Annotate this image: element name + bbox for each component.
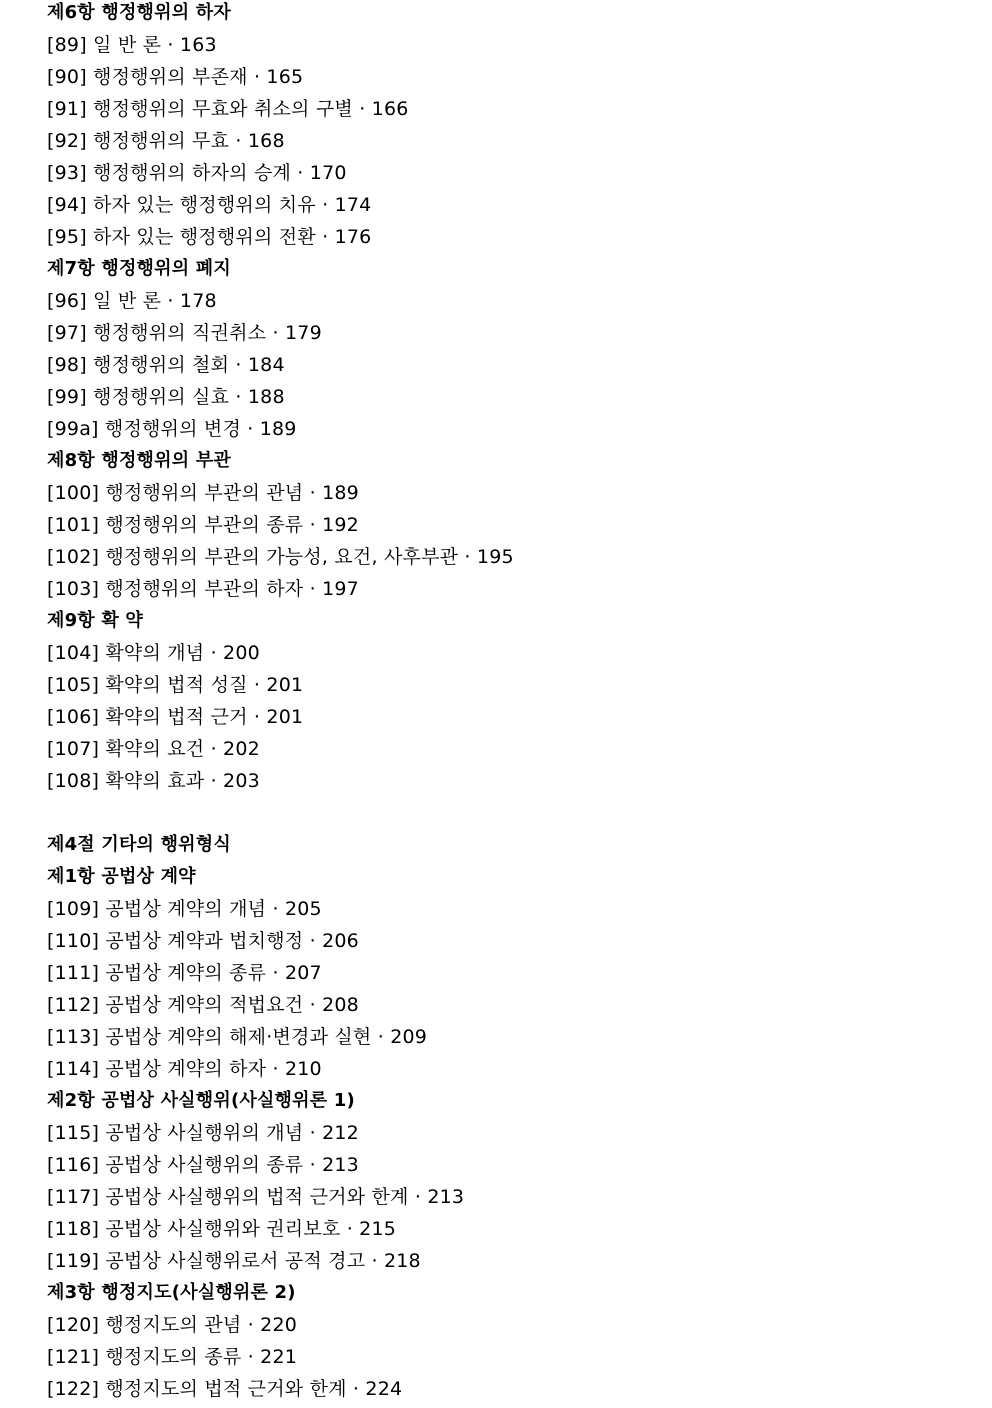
toc-heading: 제2항 공법상 사실행위(사실행위론 1) <box>47 1090 355 1111</box>
toc-entry: [121] 행정지도의 종류 · 221 <box>47 1346 298 1368</box>
toc-entry: [117] 공법상 사실행위의 법적 근거와 한계 · 213 <box>47 1186 465 1208</box>
toc-entry: [112] 공법상 계약의 적법요건 · 208 <box>47 994 359 1016</box>
toc-entry: [92] 행정행위의 무효 · 168 <box>47 130 285 152</box>
toc-entry: [99] 행정행위의 실효 · 188 <box>47 386 285 408</box>
toc-entry: [97] 행정행위의 직권취소 · 179 <box>47 322 322 344</box>
toc-entry: [115] 공법상 사실행위의 개념 · 212 <box>47 1122 359 1144</box>
toc-entry: [102] 행정행위의 부관의 가능성, 요건, 사후부관 · 195 <box>47 546 514 568</box>
toc-entry: [99a] 행정행위의 변경 · 189 <box>47 418 297 440</box>
toc-heading: 제4절 기타의 행위형식 <box>47 834 231 855</box>
toc-heading: 제7항 행정행위의 폐지 <box>47 258 231 279</box>
toc-entry: [95] 하자 있는 행정행위의 전환 · 176 <box>47 226 372 248</box>
toc-entry: [106] 확약의 법적 근거 · 201 <box>47 706 304 728</box>
toc-entry: [119] 공법상 사실행위로서 공적 경고 · 218 <box>47 1250 421 1272</box>
toc-entry: [120] 행정지도의 관념 · 220 <box>47 1314 298 1336</box>
toc-entry: [89] 일 반 론 · 163 <box>47 34 217 56</box>
toc-entry: [100] 행정행위의 부관의 관념 · 189 <box>47 482 359 504</box>
toc-entry: [122] 행정지도의 법적 근거와 한계 · 224 <box>47 1378 403 1400</box>
toc-entry: [105] 확약의 법적 성질 · 201 <box>47 674 304 696</box>
toc-entry: [107] 확약의 요건 · 202 <box>47 738 260 760</box>
toc-entry: [96] 일 반 론 · 178 <box>47 290 217 312</box>
toc-block-2 <box>47 832 977 1408</box>
toc-entry: [90] 행정행위의 부존재 · 165 <box>47 66 304 88</box>
toc-entry: [118] 공법상 사실행위와 권리보호 · 215 <box>47 1218 397 1240</box>
toc-entry: [109] 공법상 계약의 개념 · 205 <box>47 898 322 920</box>
toc-entry: [104] 확약의 개념 · 200 <box>47 642 260 664</box>
toc-entry: [101] 행정행위의 부관의 종류 · 192 <box>47 514 359 536</box>
toc-entry: [98] 행정행위의 철회 · 184 <box>47 354 285 376</box>
toc-entry: [103] 행정행위의 부관의 하자 · 197 <box>47 578 359 600</box>
toc-entry: [113] 공법상 계약의 해제·변경과 실현 · 209 <box>47 1026 428 1048</box>
toc-entry: [91] 행정행위의 무효와 취소의 구별 · 166 <box>47 98 409 120</box>
toc-heading: 제3항 행정지도(사실행위론 2) <box>47 1282 296 1303</box>
toc-heading: 제8항 행정행위의 부관 <box>47 450 231 471</box>
toc-entry: [116] 공법상 사실행위의 종류 · 213 <box>47 1154 359 1176</box>
toc-heading: 제1항 공법상 계약 <box>47 866 196 887</box>
toc-entry: [110] 공법상 계약과 법치행정 · 206 <box>47 930 359 952</box>
toc-entry: [114] 공법상 계약의 하자 · 210 <box>47 1058 322 1080</box>
section-spacer <box>47 800 977 832</box>
table-of-contents <box>47 0 977 1408</box>
toc-block-1 <box>47 0 977 800</box>
toc-entry: [111] 공법상 계약의 종류 · 207 <box>47 962 322 984</box>
toc-entry: [94] 하자 있는 행정행위의 치유 · 174 <box>47 194 372 216</box>
toc-heading: 제6항 행정행위의 하자 <box>47 2 231 23</box>
toc-entry: [93] 행정행위의 하자의 승계 · 170 <box>47 162 347 184</box>
toc-heading: 제9항 확 약 <box>47 610 144 631</box>
toc-entry: [108] 확약의 효과 · 203 <box>47 770 260 792</box>
